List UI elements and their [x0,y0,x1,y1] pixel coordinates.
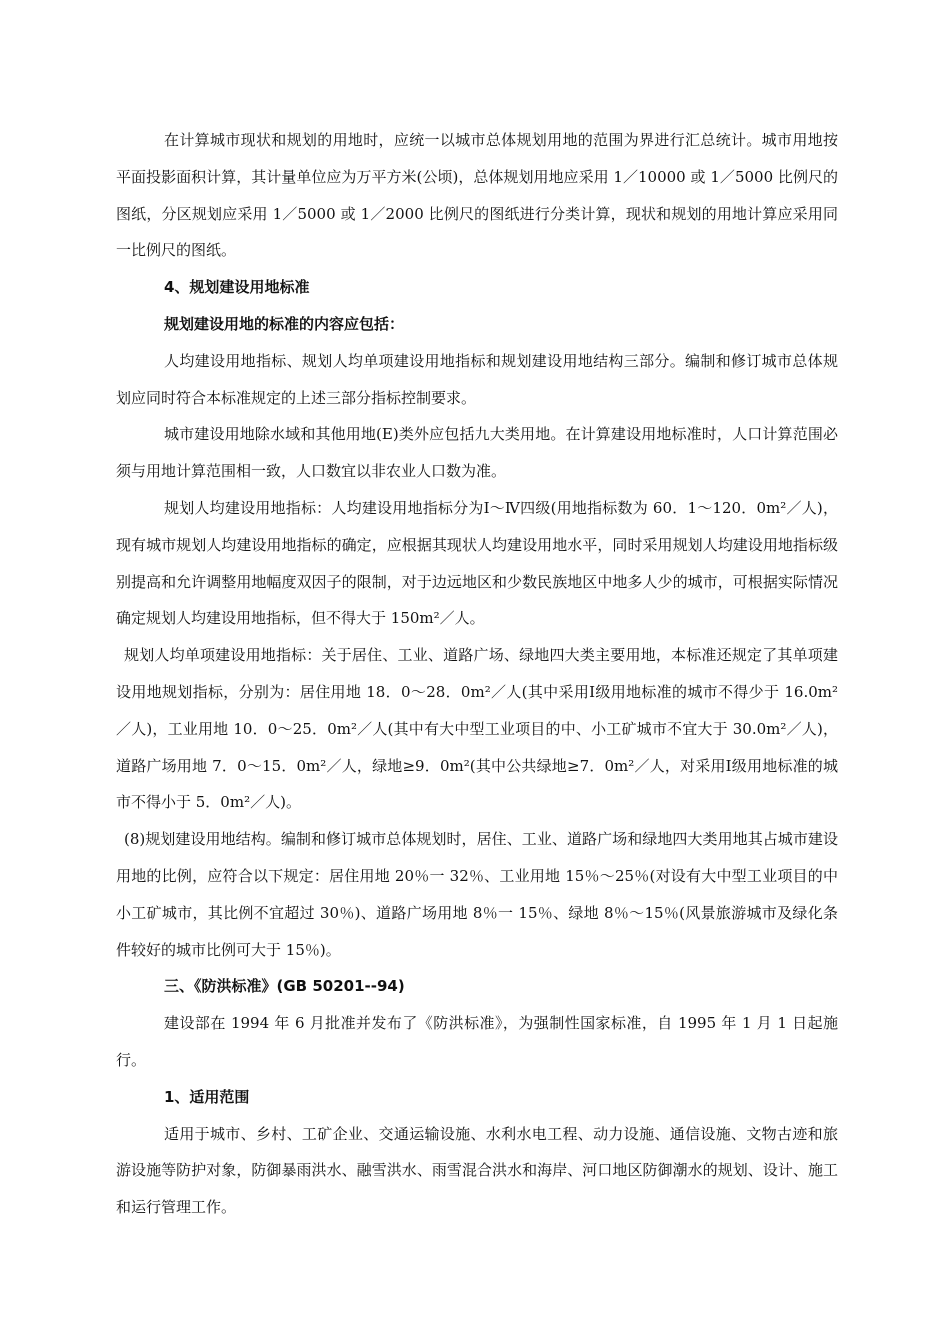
heading-flood-standard: 三、《防洪标准》(GB 50201--94) [164,977,405,996]
heading-scope: 1、适用范围 [164,1087,250,1106]
paragraph-nine-categories: 城市建设用地除水域和其他用地(E)类外应包括九大类用地。在计算建设用地标准时，人口计算范围必须与用地计算范围相一致，人口数宜以非农业人口数为准。 [116,425,838,481]
document-body [116,122,838,1226]
heading-standard-contents: 规划建设用地的标准的内容应包括： [164,314,405,333]
paragraph-scope: 适用于城市、乡村、工矿企业、交通运输设施、水利水电工程、动力设施、通信设施、文物古迹和旅游设施等防护对象，防御暴雨洪水、融雪洪水、雨雪混合洪水和海岸、河口地区防御潮水的规划、设计、施工和运行管理工作。 [116,1124,838,1217]
heading-planning-land-standard: 4、规划建设用地标准 [164,278,310,297]
paragraph-land-structure: (8)规划建设用地结构。编制和修订城市总体规划时，居住、工业、道路广场和绿地四大类用地其占城市建设用地的比例，应符合以下规定：居住用地 20％一 32％、工业用地 15％～25％(对设有大中型工业项目的中小工矿城市，其比例不宜超过 30％)、道路广场用地 8％一 15％、绿地 8％～15％(风景旅游城市及绿化条件较好的城市比例可大于 15％)。 [116,830,838,959]
paragraph-single-item-index: 规划人均单项建设用地指标：关于居住、工业、道路广场、绿地四大类主要用地，本标准还规定了其单项建设用地规划指标，分别为：居住用地 18．0～28．0m²／人(其中采用Ⅰ级用地标准的城市不得少于 16.0m²／人)，工业用地 10．0～25．0m²／人(其中有大中型工业项目的中、小工矿城市不宜大于 30.0m²／人)，道路广场用地 7．0～15．0m²／人，绿地≥9．0m²(其中公共绿地≥7．0m²／人，对采用Ⅰ级用地标准的城市不得小于 5．0m²／人)。 [116,646,838,812]
paragraph-land-calculation: 在计算城市现状和规划的用地时，应统一以城市总体规划用地的范围为界进行汇总统计。城市用地按平面投影面积计算，其计量单位应为万平方米(公顷)，总体规划用地应采用 1／10000 或 1／5000 比例尺的图纸，分区规划应采用 1／5000 或 1／2000 比例尺的图纸进行分类计算，现状和规划的用地计算应采用同一比例尺的图纸。 [116,131,838,260]
paragraph-per-capita-index: 规划人均建设用地指标：人均建设用地指标分为Ⅰ～Ⅳ四级(用地指标数为 60．1～120．0m²／人)，现有城市规划人均建设用地指标的确定，应根据其现状人均建设用地水平，同时采用规划人均建设用地指标级别提高和允许调整用地幅度双因子的限制，对于边远地区和少数民族地区中地多人少的城市，可根据实际情况确定规划人均建设用地指标，但不得大于 150m²／人。 [116,498,838,628]
paragraph-flood-issue: 建设部在 1994 年 6 月批准并发布了《防洪标准》，为强制性国家标准，自 1995 年 1 月 1 日起施行。 [116,1014,838,1069]
paragraph-three-parts: 人均建设用地指标、规划人均单项建设用地指标和规划建设用地结构三部分。编制和修订城市总体规划应同时符合本标准规定的上述三部分指标控制要求。 [116,351,838,407]
